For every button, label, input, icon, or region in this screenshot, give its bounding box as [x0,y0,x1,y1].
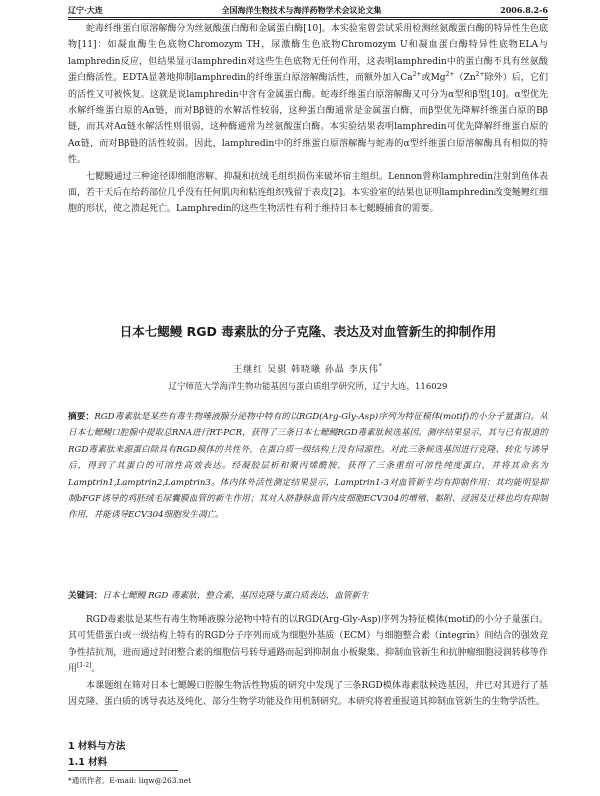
abstract-text: RGD毒素肽是某些有毒生物唾液腺分泌物中特有的以RGD(Arg-Gly-Asp)序列为特征模体(motif)的小分子量蛋白。从日本七鳃鳗口腔腺中提取总RNA进行RT-PCR，获得了三条日本七鳃鳗RGD毒素肽候选基因。测序结果显示，其与已有报道的RGD毒素肽来源蛋白除具有RGD模体的共性外，在蛋白质一级结构上没有同源性。对此三条候选基因进行克隆、转化与诱导后，得到了其蛋白的可溶性高效表达。经凝胶层析和聚丙烯酰胺，获得了三条重组可溶性纯度蛋白，并将其命名为Lamptrin1,Lamptrin2,Lamptrin3。体内体外活性测定结果显示，Lamptrin1-3对血管新生均有抑制作用：其均能明显抑制bFGF诱导的鸡胚绒毛尿囊膜血管的新生作用；其对人脐静脉血管内皮细胞ECV304的增殖、黏附、浸润及迁移也均有抑制作用，并能诱导ECV304细胞发生凋亡。 [68,412,548,521]
article-authors: 王继红 吴骐 韩晓曦 孙晶 李庆伟* [233,363,383,375]
article-introduction [68,612,548,710]
subsection-heading: 1.1 材料 [68,757,108,768]
header-rule [68,17,548,18]
article-affiliation: 辽宁师范大学海洋生物功能基因与蛋白质组学研究所，辽宁大连，116029 [168,382,448,392]
paragraph: 七鳃鳗通过三种途径即细胞溶解、抑凝和抗绒毛组织损伤来破坏宿主组织。Lennon曾称lamphredin注射到鱼体表面，若干天后在给药部位几乎没有任何肌肉和粘连组织残留于表皮[2]。本实验室的结果也证明lamphredin改变鲢鲤红细胞的形状，使之溃起死亡。Lamphredin的这些生物活性有利于维持日本七鳃鳗捕食的需要。 [68,171,548,215]
keywords [68,589,548,603]
section-heading: 1 材料与方法 [68,741,126,752]
running-header [68,4,548,16]
article-title: 日本七鳃鳗 RGD 毒素肽的分子克隆、表达及对血管新生的抑制作用 [119,324,497,339]
paragraph: 本课题组在筛对日本七鳃鳗口腔腺生物活性物质的研究中发现了三条RGD模体毒素肽候选基因，并已对其进行了基因克隆、蛋白质的诱导表达及纯化、部分生物学功能及作用机制研究。本研究将着重报道其抑制血管新生的生物学活性。 [68,680,548,708]
header-rule-double [68,19,548,20]
header-proceedings-title: 全国海洋生物技术与海洋药物学术会议论文集 [221,4,382,15]
previous-article-text [68,21,548,218]
header-location: 辽宁·大连 [68,4,103,15]
paragraph: 蛇毒纤维蛋白原溶解酶分为丝氨酸蛋白酶和金属蛋白酶[10]。本实验室曾尝试采用检测丝氨酸蛋白酶的特异性生色底物[11]：如凝血酶生色底物Chromozym TH，尿激酶生色底物Chromozym U和凝血蛋白酶特异性底物ELA与lamphredin反应，但结果显示lamphredin对这些生色底物无任何作用，这表明lamphredin中的蛋白酶不具有丝氨酸蛋白酶活性。EDTA显著地抑制lamphredin的纤维蛋白原溶解酶活性，而额外加入$Ca^{2+}$或$Mg^{2+}(Zn^{2+}$除外）后，它们的活性又可被恢复。这就是说lamphredin中含有金属蛋白酶。蛇毒纤维蛋白原溶解酶又可分为α型和β型[10]。α型优先水解纤维蛋白原的Aα链，而对Bβ链的水解活性较弱，这种蛋白酶通常是金属蛋白酶，而β型优先降解纤维蛋白原的Bβ链，而其对Aα链水解活性则很弱，这种酶通常为丝氨酸蛋白酶。本实验结果表明lamphredin可优先降解纤维蛋白原的Aα链，而对Bβ链的活性较弱。因此，lamphredin中的纤维蛋白原溶解酶与蛇毒的α型纤维蛋白原溶解酶具有相似的特性。 [68,24,548,166]
abstract-label: 摘要： [68,412,95,422]
keywords-label: 关键词： [68,591,103,601]
footnote: *通讯作者。E-mail: liqw@263.net [68,776,192,785]
keywords-text: 日本七鳃鳗 RGD 毒素肽，整合素，基因克隆与蛋白质表达，血管新生 [102,591,369,601]
header-date: 2006.8.2-6 [500,5,548,15]
abstract [68,409,548,524]
footnote-rule [68,770,178,771]
paragraph: RGD毒素肽是某些有毒生物唾液腺分泌物中特有的以RGD(Arg-Gly-Asp)序列为特征模体(motif)的小分子量蛋白。其可凭借蛋白或一级结构上特有的RGD分子序列而成为细胞外基质（ECM）与细胞整合素（integrin）间结合的强效竞争性拮抗剂，进而通过封闭整合素的细胞信号转导通路而起到抑制血小板聚集、抑制血管新生和抗肿瘤细胞浸润转移等作用[1-2]。 [68,615,548,675]
